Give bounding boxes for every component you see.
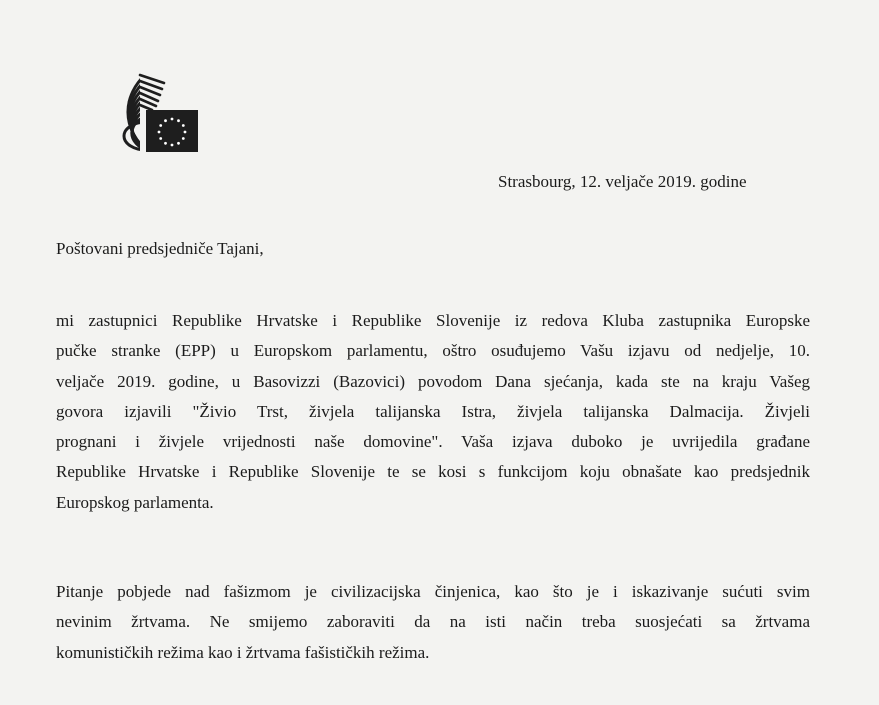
- paragraph-line: Republike Hrvatske i Republike Slovenije te se kosi s funkcijom koju obnašate kao predsjednik: [56, 462, 810, 482]
- place-date: Strasbourg, 12. veljače 2019. godine: [498, 172, 747, 191]
- paragraph-line: govora izjavili "Živio Trst, živjela talijanska Istra, živjela talijanska Dalmacija. Živjeli: [56, 401, 810, 421]
- paragraph-line: Pitanje pobjede nad fašizmom je civilizacijska činjenica, kao što je i iskazivanje sućuti svim: [56, 582, 810, 601]
- paragraph-1: [56, 306, 810, 518]
- paragraph-line: komunističkih režima kao i žrtvama fašističkih režima.: [56, 642, 430, 662]
- paragraph-2: [56, 577, 810, 668]
- european-parliament-logo-icon: [52, 72, 202, 156]
- paragraph-line: nevinim žrtvama. Ne smijemo zaboraviti da na isti način treba suosjećati sa žrtvama: [56, 612, 810, 632]
- paragraph-line: prognani i živjele vrijednosti naše domovine". Vaša izjava duboko je uvrijedila građane: [56, 432, 810, 452]
- paragraph-line: veljače 2019. godine, u Basovizzi (Bazovici) povodom Dana sjećanja, kada ste na kraju Vašeg: [56, 371, 810, 391]
- salutation: Poštovani predsjedniče Tajani,: [56, 239, 264, 258]
- paragraph-line: Europskog parlamenta.: [56, 492, 214, 512]
- paragraph-line: mi zastupnici Republike Hrvatske i Republike Slovenije iz redova Kluba zastupnika Europske: [56, 311, 810, 330]
- paragraph-line: pučke stranke (EPP) u Europskom parlamentu, oštro osuđujemo Vašu izjavu od nedjelje, 10.: [56, 341, 810, 361]
